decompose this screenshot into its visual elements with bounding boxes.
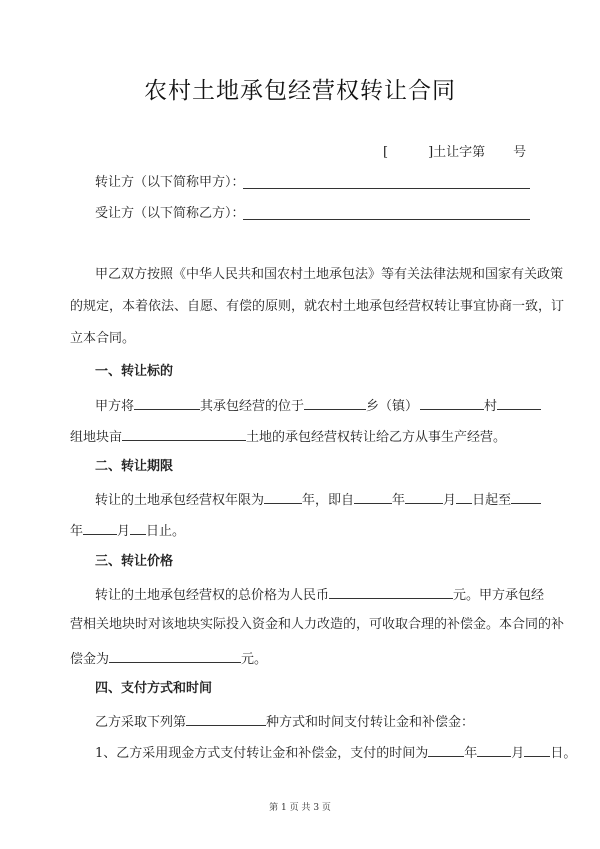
s4-text-f: 日。 [550, 746, 577, 761]
section-3-heading: 三、转让价格 [95, 554, 174, 569]
s2-text-d: 月 [443, 493, 457, 508]
s4-blank-month[interactable] [477, 742, 511, 757]
doc-number-label: ]土让字第 [428, 145, 486, 160]
s2-text-g: 月 [117, 524, 131, 539]
transferee-label: 受让方（以下简称乙方）： [95, 206, 245, 221]
s1-blank-township[interactable] [304, 395, 366, 410]
s2-blank-start-month[interactable] [405, 489, 443, 504]
footer-suffix: 页 [321, 803, 331, 813]
document-number [383, 144, 526, 162]
s4-text-b: 种方式和时间支付转让金和补偿金： [266, 715, 475, 730]
s4-text-d: 年 [464, 746, 478, 761]
s3-blank-price[interactable] [329, 584, 453, 599]
s1-text-e: 组地块亩 [70, 430, 123, 445]
s4-blank-day[interactable] [524, 742, 550, 757]
intro-line-2: 的规定，本着依法、自愿、有偿的原则，就农村土地承包经营权转让事宜协商一致，订 [70, 299, 565, 314]
s1-text-a: 甲方将 [95, 399, 135, 414]
s3-text-b: 元。甲方承包经 [453, 588, 545, 603]
s2-blank-start-year[interactable] [354, 489, 392, 504]
s2-blank-start-day[interactable] [456, 489, 472, 504]
section-3-line-3 [70, 648, 267, 669]
s1-text-d: 村 [484, 399, 498, 414]
footer-prefix: 第 [269, 803, 279, 813]
s3-text-a: 转让的土地承包经营权的总价格为人民币 [95, 588, 330, 603]
s4-blank-year[interactable] [428, 742, 464, 757]
s4-text-e: 月 [511, 746, 525, 761]
footer-mid: 页 共 [289, 803, 311, 813]
transferee-line [95, 205, 245, 223]
s2-blank-years[interactable] [264, 489, 302, 504]
s2-blank-end-month[interactable] [83, 520, 117, 535]
s3-text-d: 元。 [241, 652, 268, 667]
intro-line-1: 甲乙双方按照《中华人民共和国农村土地承包法》等有关法律法规和国家有关政策 [95, 267, 564, 282]
s2-text-e: 日起至 [472, 493, 512, 508]
s1-blank-party[interactable] [134, 395, 200, 410]
s4-blank-method[interactable] [186, 711, 266, 726]
s2-text-a: 转让的土地承包经营权年限为 [95, 493, 265, 508]
section-2-line-1 [95, 489, 541, 510]
section-3-line-2: 营相关地块时对该地块实际投入资金和人力改造的，可收取合理的补偿金。本合同的补 [70, 617, 565, 632]
s2-text-f: 年 [70, 524, 84, 539]
section-1-line-1 [95, 395, 541, 416]
footer-total-pages: 3 [313, 803, 320, 813]
transferor-label: 转让方（以下简称甲方）： [95, 175, 245, 190]
s4-text-a: 乙方采取下列第 [95, 715, 187, 730]
s1-blank-area[interactable] [122, 426, 246, 441]
transferee-blank[interactable] [243, 205, 530, 220]
section-1-line-2 [70, 426, 506, 447]
doc-number-suffix: 号 [513, 145, 527, 160]
s2-text-h: 日止。 [146, 524, 186, 539]
s2-text-b: 年，即自 [302, 493, 355, 508]
s4-text-c: 1、乙方采用现金方式支付转让金和补偿金，支付的时间为 [95, 746, 429, 761]
section-4-line-1 [95, 711, 474, 732]
section-4-heading: 四、支付方式和时间 [95, 681, 213, 696]
s2-text-c: 年 [392, 493, 406, 508]
footer-page-number: 1 [280, 803, 287, 813]
transferor-blank[interactable] [243, 174, 530, 189]
s2-blank-end-day[interactable] [130, 520, 146, 535]
section-2-heading: 二、转让期限 [95, 459, 174, 474]
s2-blank-end-year-a[interactable] [511, 489, 541, 504]
s1-blank-village[interactable] [420, 395, 484, 410]
s3-text-c: 偿金为 [70, 652, 110, 667]
transferor-line [95, 174, 245, 192]
intro-line-3: 立本合同。 [70, 331, 136, 346]
s1-text-f: 土地的承包经营权转让给乙方从事生产经营。 [246, 430, 507, 445]
doc-number-open: [ [383, 145, 389, 160]
s1-blank-group[interactable] [497, 395, 541, 410]
s1-text-b: 其承包经营的位于 [200, 399, 305, 414]
s1-text-c: 乡（镇） [366, 399, 419, 414]
section-3-line-1 [95, 584, 544, 605]
section-1-heading: 一、转让标的 [95, 364, 174, 379]
page-footer [0, 800, 600, 813]
section-2-line-2 [70, 520, 185, 541]
document-title: 农村土地承包经营权转让合同 [144, 78, 456, 104]
s3-blank-compensation[interactable] [109, 648, 241, 663]
section-4-line-2 [95, 742, 576, 763]
